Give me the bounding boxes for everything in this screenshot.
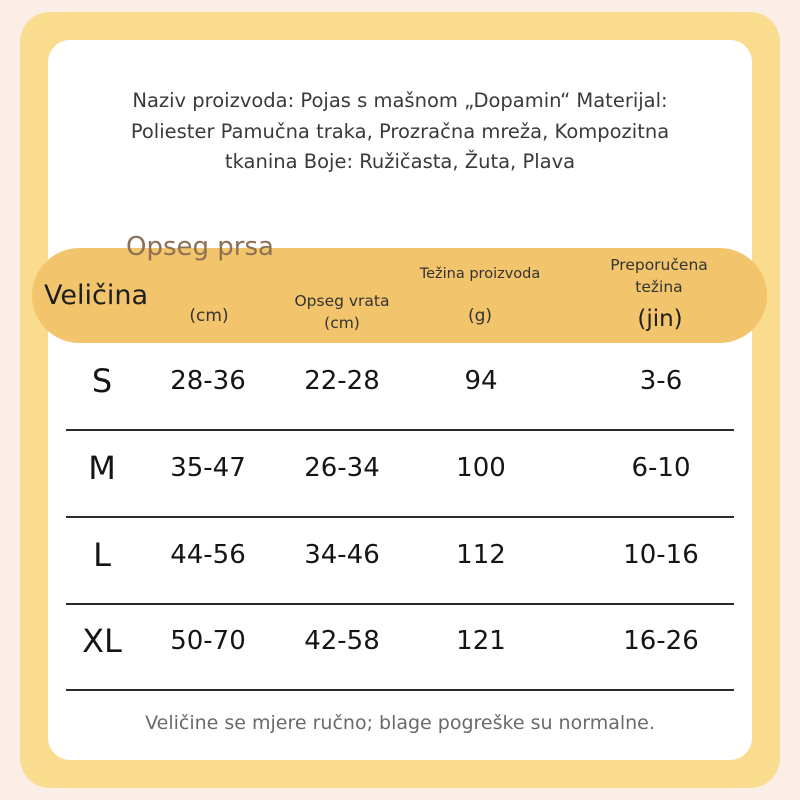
header-weight: Težina proizvoda [419,266,541,282]
header-recommended-unit: (jin) [637,306,683,332]
cell-weight: 112 [456,540,506,570]
cell-chest: 50-70 [170,626,246,656]
cell-weight: 121 [456,626,506,656]
header-size: Veličina [44,280,148,311]
row-divider [66,689,734,691]
cell-size: S [91,362,113,400]
cell-neck: 42-58 [304,626,380,656]
header-chest: Opseg prsa [126,232,274,262]
table-row [66,604,734,691]
cell-recommended: 6-10 [631,453,691,483]
product-info: Naziv proizvoda: Pojas s mašnom „Dopamin“ Materijal: Poliester Pamučna traka, Prozračna mreža, Kompozitna tkanina Boje: Ružičasta, Žuta, Plava [130,89,670,173]
cell-size: XL [82,622,122,660]
header-chest-unit: (cm) [189,306,229,326]
table-row [66,431,734,518]
cell-size: L [93,536,111,574]
header-neck: Opseg vrata (cm) [294,292,390,332]
cell-chest: 35-47 [170,453,246,483]
table-row [66,518,734,605]
cell-weight: 94 [464,366,498,396]
cell-recommended: 10-16 [623,540,699,570]
cell-weight: 100 [456,453,506,483]
footnote: Veličine se mjere ručno; blage pogreške su normalne. [145,712,655,734]
cell-size: M [88,449,116,487]
cell-chest: 28-36 [170,366,246,396]
cell-neck: 26-34 [304,453,380,483]
cell-recommended: 16-26 [623,626,699,656]
cell-neck: 22-28 [304,366,380,396]
cell-neck: 34-46 [304,540,380,570]
table-row [66,344,734,431]
header-recommended: Preporučena težina [610,256,708,296]
cell-recommended: 3-6 [639,366,683,396]
cell-chest: 44-56 [170,540,246,570]
header-weight-unit: (g) [467,306,493,326]
